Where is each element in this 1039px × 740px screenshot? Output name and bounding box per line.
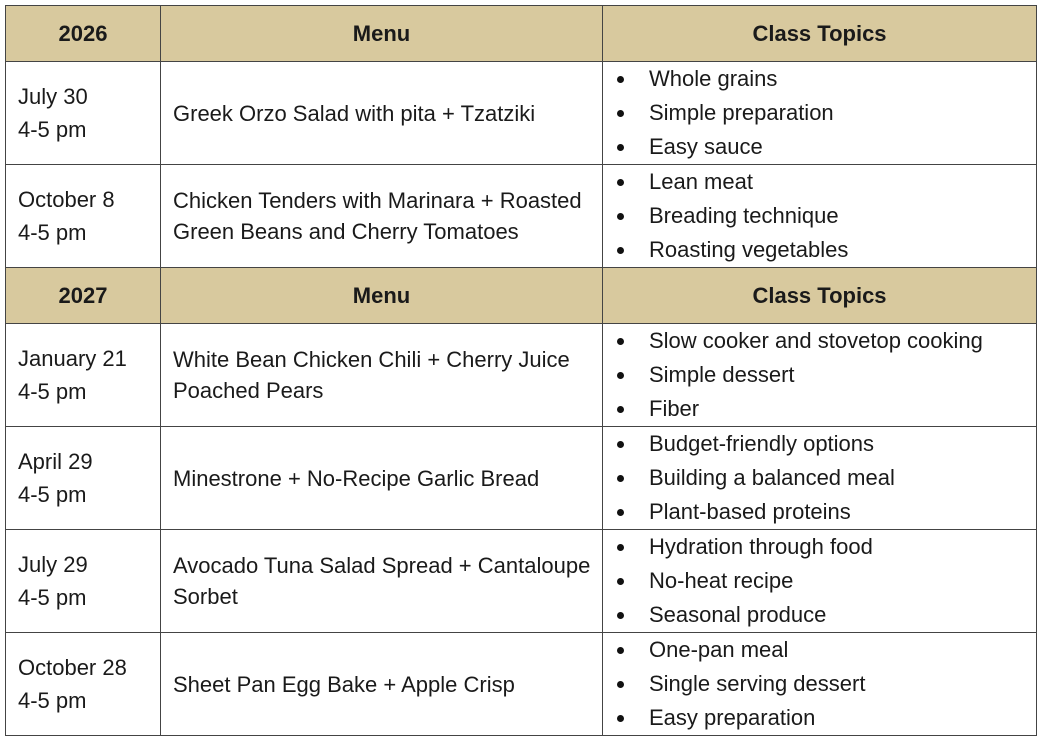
menu-header: Menu <box>161 268 603 324</box>
topic-item: Building a balanced meal <box>603 461 1036 495</box>
date-cell <box>6 427 161 530</box>
topics-list <box>603 62 1036 164</box>
time-text: 4-5 pm <box>18 482 87 507</box>
date-cell <box>6 633 161 736</box>
date-cell <box>6 165 161 268</box>
year-header: 2026 <box>6 6 161 62</box>
class-topics-header: Class Topics <box>603 268 1037 324</box>
topic-item: Lean meat <box>603 165 1036 199</box>
topic-item: Single serving dessert <box>603 667 1036 701</box>
topic-item: No-heat recipe <box>603 564 1036 598</box>
class-topics-header: Class Topics <box>603 6 1037 62</box>
table-row <box>6 633 1037 736</box>
date-text: July 30 <box>18 84 88 109</box>
date-text: July 29 <box>18 552 88 577</box>
topics-cell <box>603 165 1037 268</box>
menu-cell: Chicken Tenders with Marinara + Roasted Green Beans and Cherry Tomatoes <box>161 165 603 268</box>
topics-cell <box>603 427 1037 530</box>
topic-item: Breading technique <box>603 199 1036 233</box>
date-text: October 28 <box>18 655 127 680</box>
topic-item: Slow cooker and stovetop cooking <box>603 324 1036 358</box>
topic-item: Budget-friendly options <box>603 427 1036 461</box>
topic-item: Whole grains <box>603 62 1036 96</box>
date-cell <box>6 324 161 427</box>
topics-cell <box>603 530 1037 633</box>
class-schedule-table <box>5 5 1037 736</box>
topic-item: Fiber <box>603 392 1036 426</box>
topics-list <box>603 324 1036 426</box>
topics-list <box>603 530 1036 632</box>
time-text: 4-5 pm <box>18 688 87 713</box>
time-text: 4-5 pm <box>18 585 87 610</box>
topic-item: Hydration through food <box>603 530 1036 564</box>
topics-cell <box>603 324 1037 427</box>
table-row <box>6 62 1037 165</box>
table-row <box>6 165 1037 268</box>
section-header-row <box>6 6 1037 62</box>
topic-item: Plant-based proteins <box>603 495 1036 529</box>
date-cell <box>6 530 161 633</box>
table-row <box>6 427 1037 530</box>
topic-item: Easy preparation <box>603 701 1036 735</box>
date-text: October 8 <box>18 187 115 212</box>
topic-item: Easy sauce <box>603 130 1036 164</box>
menu-cell: White Bean Chicken Chili + Cherry Juice Poached Pears <box>161 324 603 427</box>
year-header: 2027 <box>6 268 161 324</box>
topics-list <box>603 165 1036 267</box>
time-text: 4-5 pm <box>18 220 87 245</box>
topics-cell <box>603 62 1037 165</box>
topics-list <box>603 633 1036 735</box>
table-row <box>6 530 1037 633</box>
menu-cell: Minestrone + No-Recipe Garlic Bread <box>161 427 603 530</box>
topic-item: Roasting vegetables <box>603 233 1036 267</box>
time-text: 4-5 pm <box>18 379 87 404</box>
menu-cell: Greek Orzo Salad with pita + Tzatziki <box>161 62 603 165</box>
date-text: January 21 <box>18 346 127 371</box>
topic-item: Simple dessert <box>603 358 1036 392</box>
date-cell <box>6 62 161 165</box>
topic-item: Simple preparation <box>603 96 1036 130</box>
menu-cell: Sheet Pan Egg Bake + Apple Crisp <box>161 633 603 736</box>
topic-item: Seasonal produce <box>603 598 1036 632</box>
menu-header: Menu <box>161 6 603 62</box>
topics-cell <box>603 633 1037 736</box>
date-text: April 29 <box>18 449 93 474</box>
section-header-row <box>6 268 1037 324</box>
table-row <box>6 324 1037 427</box>
schedule-container <box>5 5 1037 736</box>
menu-cell: Avocado Tuna Salad Spread + Cantaloupe Sorbet <box>161 530 603 633</box>
topics-list <box>603 427 1036 529</box>
topic-item: One-pan meal <box>603 633 1036 667</box>
time-text: 4-5 pm <box>18 117 87 142</box>
